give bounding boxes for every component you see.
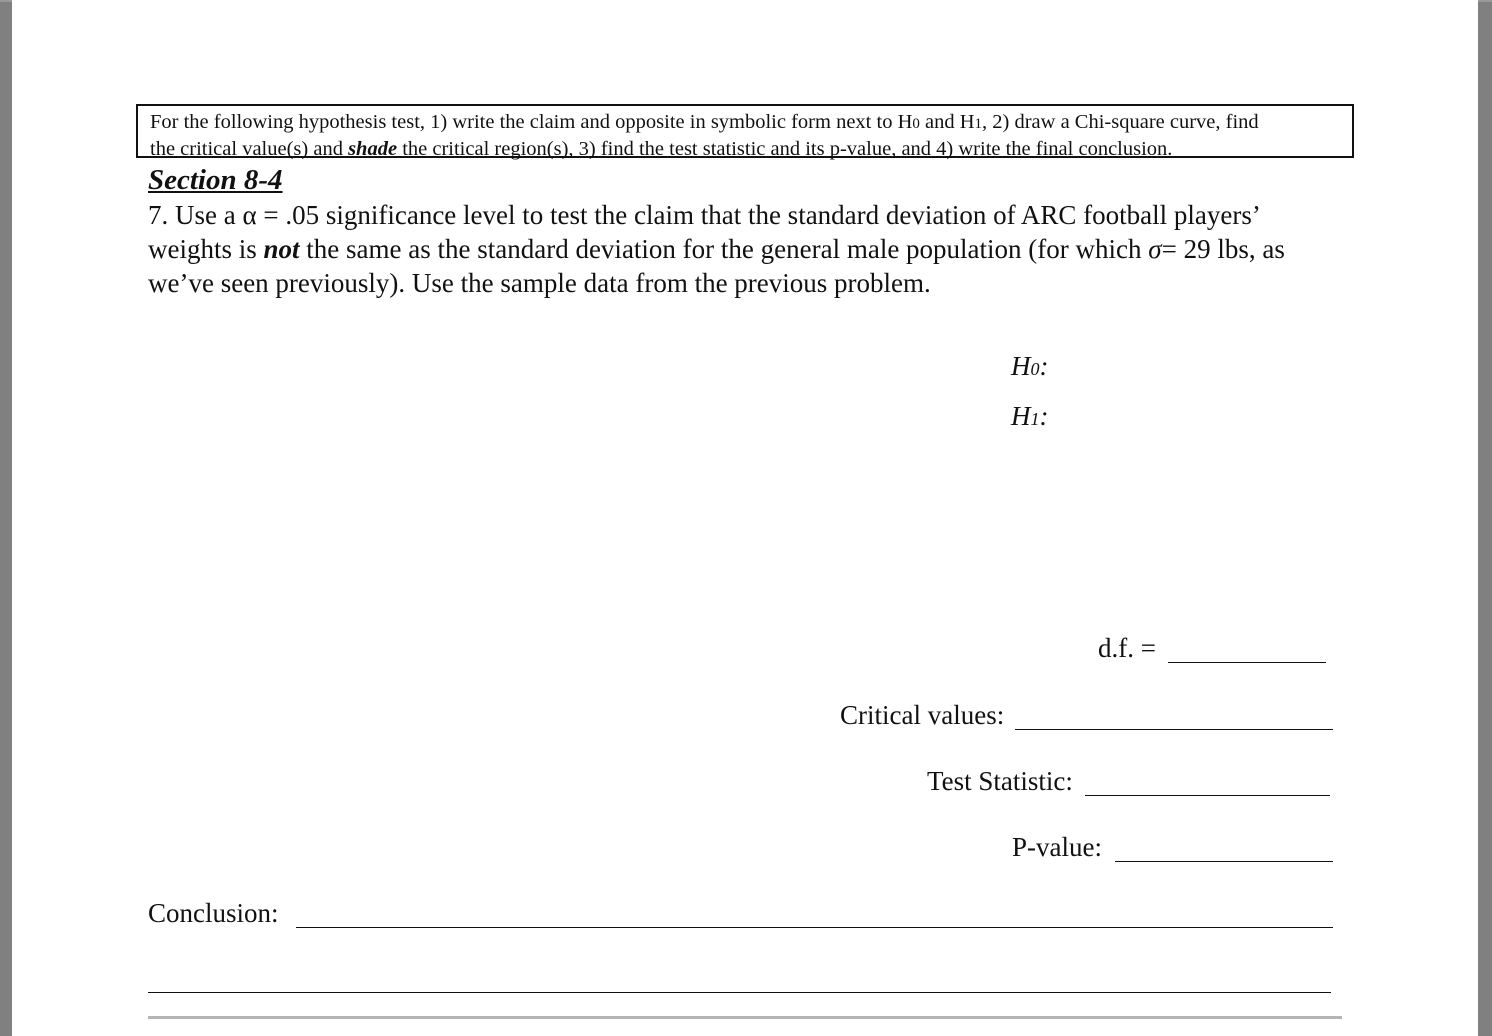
instructions-box	[136, 104, 1354, 158]
test-statistic-answer-line[interactable]	[1085, 795, 1330, 796]
critical-values-answer-line[interactable]	[1015, 729, 1333, 730]
critical-values-label: Critical values:	[840, 700, 1005, 730]
sigma-symbol: σ	[1148, 234, 1162, 264]
test-statistic-label: Test Statistic:	[927, 766, 1073, 796]
page-bottom-rule	[148, 1016, 1342, 1019]
conclusion-label: Conclusion:	[148, 898, 279, 928]
p-value-answer-line[interactable]	[1115, 861, 1333, 862]
problem-statement: 7. Use a α = .05 significance level to test the claim that the standard deviation of ARC football players’ weights is not the same as the standard deviation for the general male population (for which σ= 29 lbs, as we’ve seen previously). Use the sample data from the previous problem.	[148, 200, 1285, 298]
instructions-line-2: the critical value(s) and shade the critical region(s), 3) find the test statistic and its p-value, and 4) write the final conclusion.	[150, 138, 1173, 160]
document-page	[12, 0, 1478, 1036]
conclusion-answer-line-1[interactable]	[296, 927, 1333, 928]
instructions-line-1: For the following hypothesis test, 1) write the claim and opposite in symbolic form next to H0 and H1, 2) draw a Chi-square curve, find	[150, 111, 1259, 133]
section-title: Section 8-4	[148, 164, 283, 196]
df-label: d.f. =	[1098, 633, 1156, 663]
null-hypothesis-label: H0:	[1011, 351, 1049, 381]
p-value-label: P-value:	[1012, 832, 1102, 862]
conclusion-answer-line-2[interactable]	[148, 992, 1331, 993]
alternative-hypothesis-label: H1:	[1011, 401, 1049, 431]
df-answer-line[interactable]	[1168, 662, 1326, 663]
